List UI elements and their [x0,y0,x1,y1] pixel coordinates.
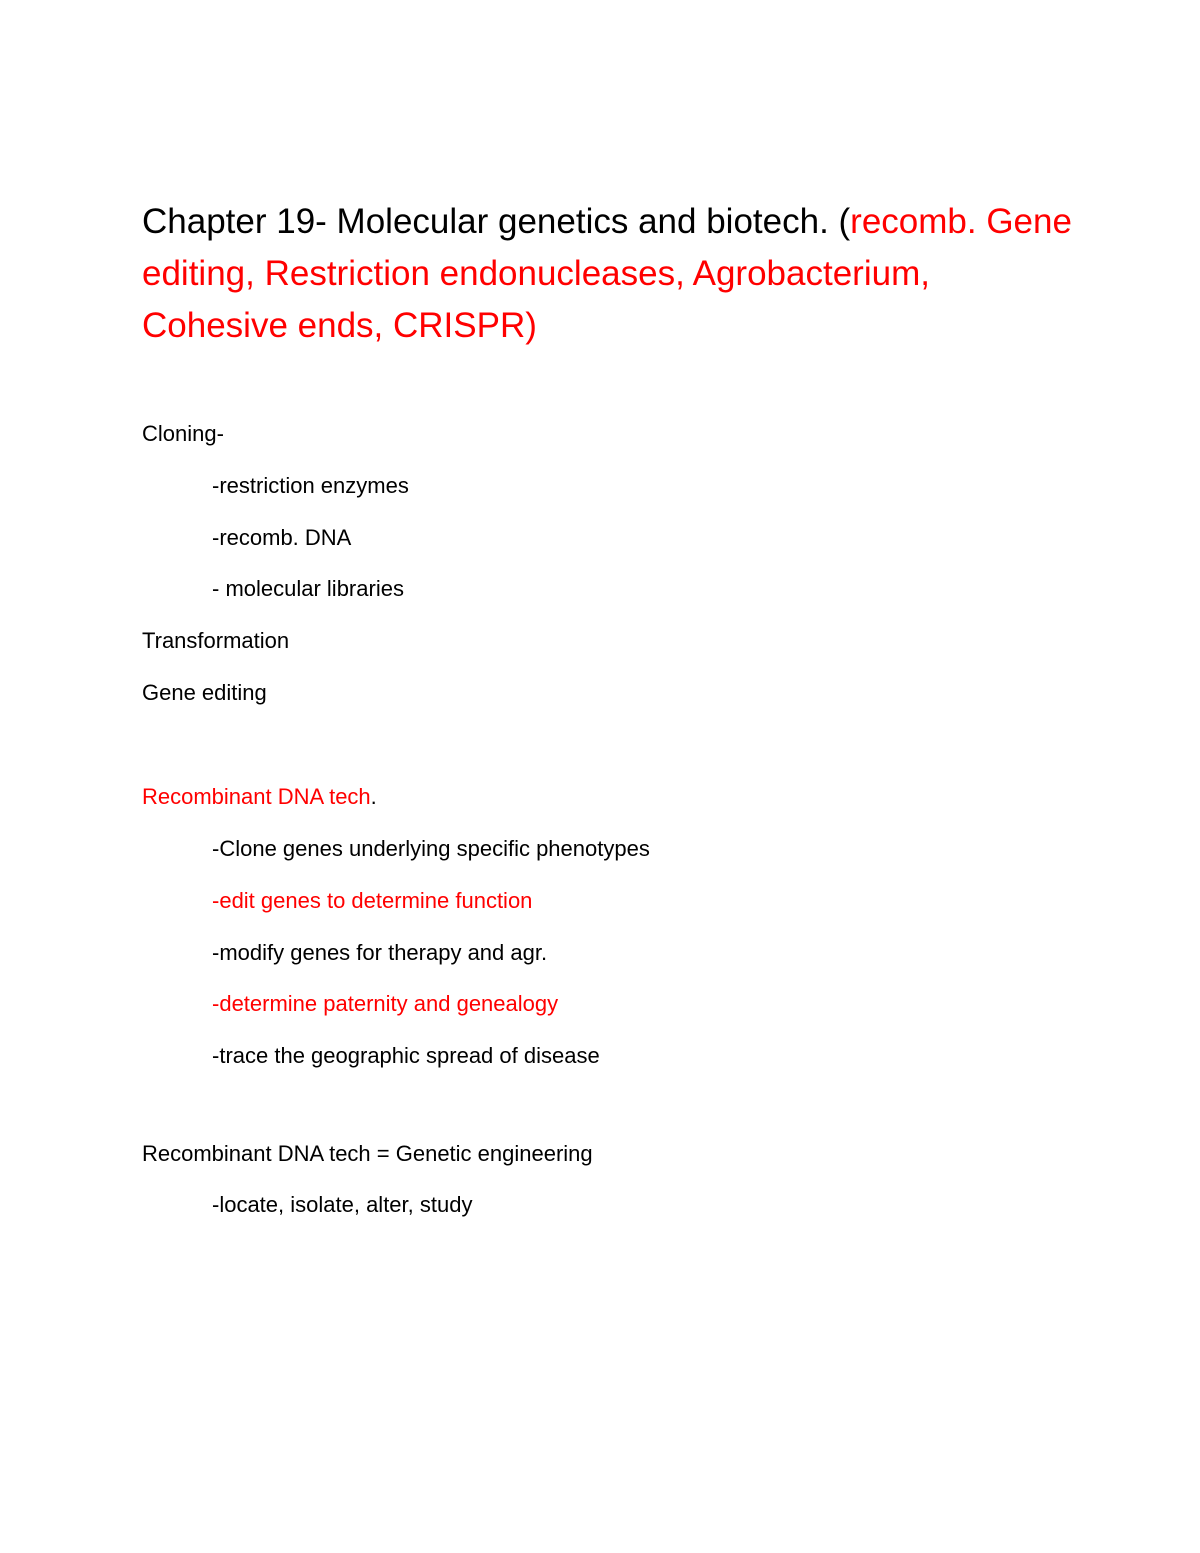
transformation-heading: Transformation [142,628,290,653]
chapter-title-topics: recomb. Gene editing, Restriction endonucleases, Agrobacterium, Cohesive ends, CRISPR) [142,202,1072,345]
genetic-engineering-item: -locate, isolate, alter, study [212,1192,473,1217]
genetic-engineering-heading: Recombinant DNA tech = Genetic engineering [142,1141,593,1166]
recomb-item-paternity [212,990,558,1018]
cloning-heading: Cloning- [142,421,224,446]
recomb-tech-heading-period: . [370,784,377,809]
chapter-title-main: Chapter 19- Molecular genetics and biotech. ( [142,202,851,241]
recomb-item-edit-genes [212,887,532,915]
recomb-item-text: trace the geographic spread of disease [219,1043,600,1068]
gene-editing-heading: Gene editing [142,680,267,705]
recomb-item-dash: - [212,940,220,965]
recomb-item-dash: - [212,836,220,861]
recomb-item-text: modify genes for therapy and agr. [219,940,548,965]
recomb-item-trace-disease [212,1042,600,1070]
recomb-item-text: Clone genes underlying specific phenotypes [219,836,650,861]
recomb-tech-heading-text: Recombinant DNA tech [142,784,371,809]
chapter-title [142,196,1082,352]
recomb-item-clone-genes [212,835,650,863]
recomb-item-dash: - [212,888,220,913]
recomb-item-dash: - [212,991,220,1016]
recomb-tech-heading [142,783,377,811]
recomb-item-text: edit genes to determine function [219,888,533,913]
cloning-item-recomb-dna: -recomb. DNA [212,525,352,550]
cloning-item-molecular-libraries: - molecular libraries [212,576,404,601]
recomb-item-dash: - [212,1043,220,1068]
cloning-item-restriction-enzymes: -restriction enzymes [212,473,409,498]
recomb-item-modify-genes [212,939,547,967]
recomb-item-text: determine paternity and genealogy [219,991,559,1016]
